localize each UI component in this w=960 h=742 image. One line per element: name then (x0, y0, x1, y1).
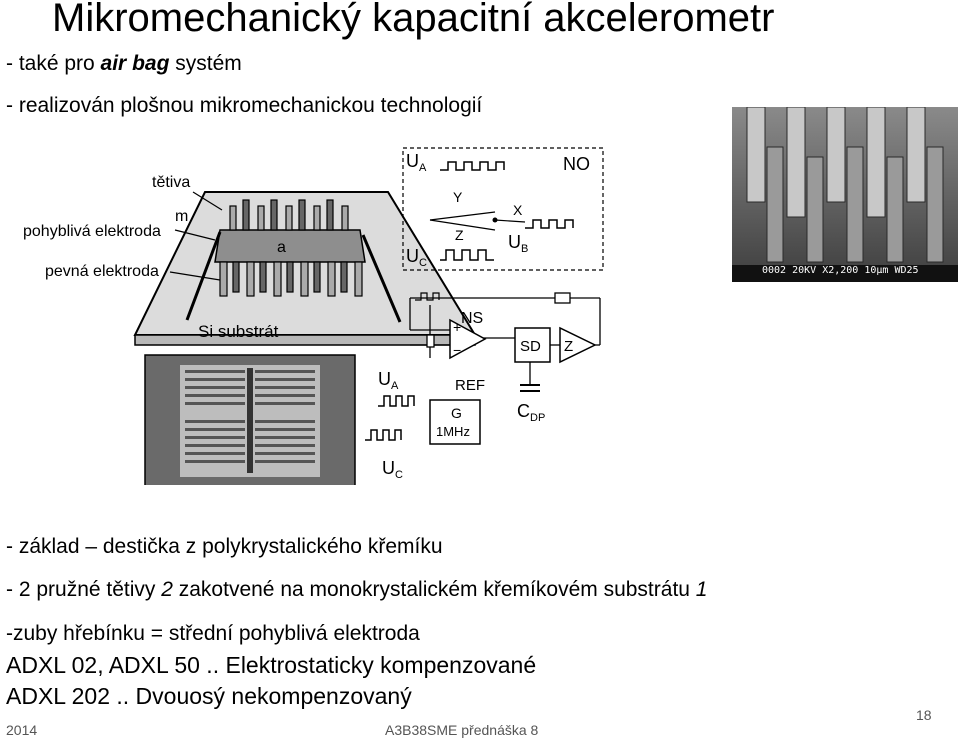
footer-page-number: 18 (916, 707, 932, 723)
label-ns: NS (461, 310, 484, 327)
label-g: G (451, 405, 462, 421)
slide-title: Mikromechanický kapacitní akcelerometr (52, 0, 775, 40)
label-ua: $U_A$ (406, 151, 427, 174)
bullet-tethers-prefix: - 2 pružné tětivy (6, 578, 162, 601)
substrate-edge (135, 335, 475, 345)
intro-line-airbag-prefix: - také pro (6, 52, 101, 75)
bullet-tethers-num-1: 1 (695, 578, 708, 601)
label-uc-2: $U_C$ (382, 458, 403, 481)
label-m: m (175, 208, 189, 225)
label-z: Z (455, 227, 464, 243)
intro-line-airbag (6, 52, 242, 76)
wave-uc (440, 250, 494, 260)
label-zbox: Z (564, 338, 574, 355)
airbag-emphasis: air bag (100, 52, 170, 75)
label-sd: SD (520, 338, 541, 355)
switch-output (495, 220, 525, 222)
label-ref: REF (455, 377, 485, 394)
intro-line-airbag-suffix: systém (169, 52, 242, 75)
bullet-tethers-mid: zakotvené na monokrystalickém křemíkovém substrátu (172, 578, 696, 601)
bullet-comb-teeth: -zuby hřebínku = střední pohyblivá elektroda (6, 622, 420, 645)
wave-ua (440, 162, 504, 170)
label-plus: + (453, 319, 462, 335)
label-mhz: 1MHz (436, 424, 470, 439)
label-tetiva: tětiva (152, 174, 191, 191)
wave-uc-2 (365, 430, 401, 440)
label-y: Y (453, 189, 463, 205)
label-cdp: $C_{DP}$ (517, 401, 546, 424)
label-a: a (277, 239, 286, 256)
label-ua-2: $U_A$ (378, 369, 399, 392)
bullet-basis: - základ – destička z polykrystalického křemíku (6, 535, 443, 558)
wave-ub (525, 220, 573, 228)
bullet-tethers-num-2: 2 (161, 578, 173, 601)
sem-caption: 0002 20KV X2,200 10μm WD25 (762, 265, 919, 276)
accelerometer-diagram (15, 140, 615, 485)
sem-structure (732, 107, 958, 282)
label-substrate: Si substrát (198, 322, 279, 341)
wave-ua-2 (378, 396, 414, 406)
label-ub: $U_B$ (508, 232, 529, 255)
footer-course: A3B38SME přednáška 8 (385, 722, 539, 738)
label-no: NO (563, 154, 590, 174)
label-minus: − (453, 342, 462, 358)
line-adxl-compensated: ADXL 02, ADXL 50 .. Elektrostaticky kompenzované (6, 652, 537, 678)
footer-year: 2014 (6, 722, 38, 738)
label-moving-electrode: pohyblivá elektroda (23, 223, 161, 240)
intro-line-technology: - realizován plošnou mikromechanickou technologií (6, 94, 483, 117)
moving-mass (215, 230, 365, 262)
line-adxl-202: ADXL 202 .. Dvouosý nekompenzovaný (6, 683, 412, 709)
bullet-tethers (6, 578, 707, 602)
label-fixed-electrode: pevná elektroda (45, 263, 159, 280)
label-uc: $U_C$ (406, 246, 427, 269)
switch-line-y (430, 212, 495, 220)
label-x: X (513, 202, 523, 218)
sem-micrograph (732, 107, 958, 282)
